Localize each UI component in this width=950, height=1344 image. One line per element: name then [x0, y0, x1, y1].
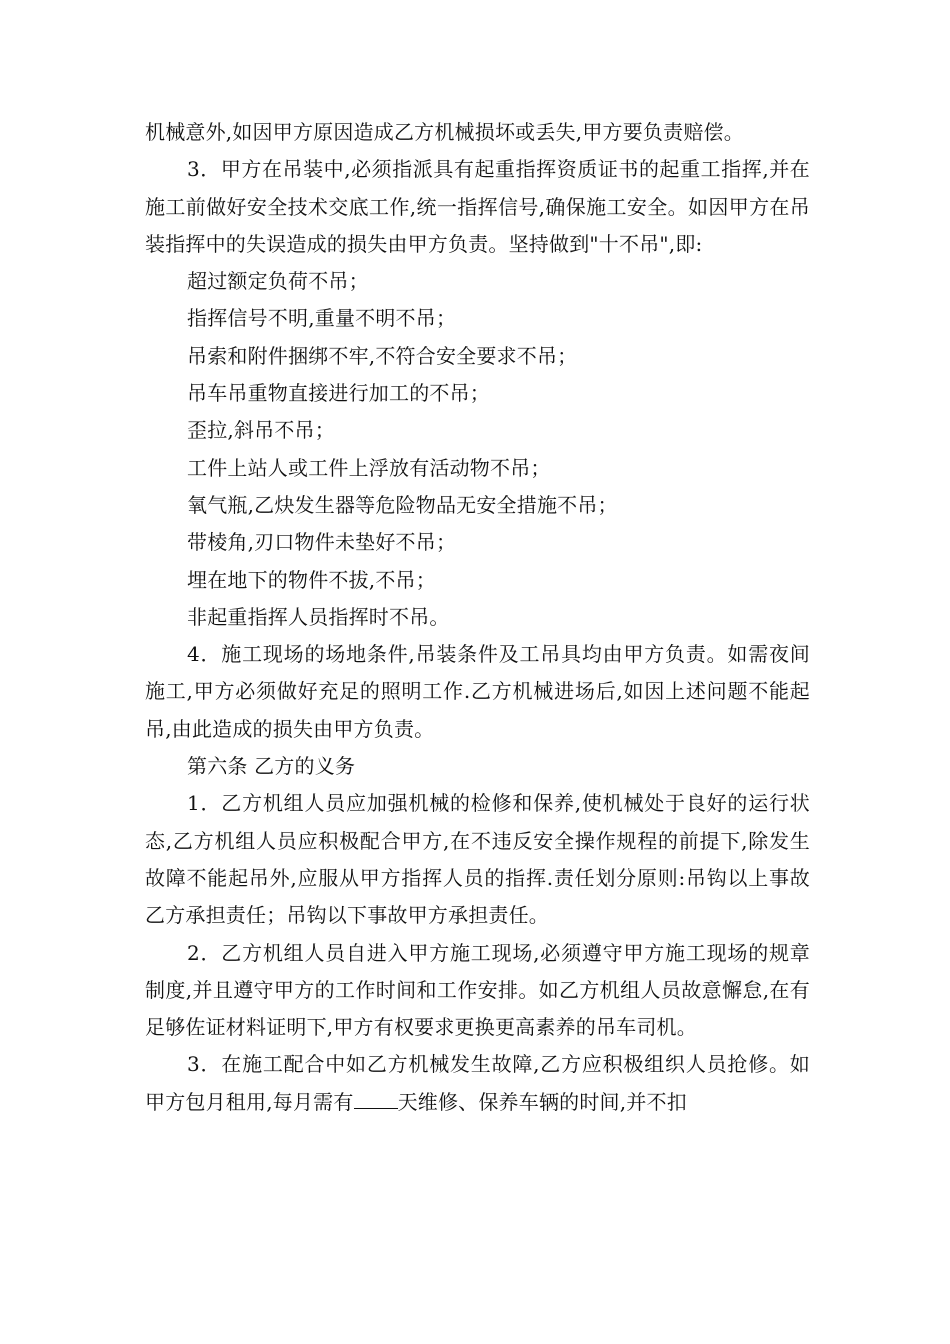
paragraph-continuation: 机械意外,如因甲方原因造成乙方机械损坏或丢失,甲方要负责赔偿。: [145, 120, 744, 144]
ten-no-lift-list: [145, 263, 810, 636]
list-item: 指挥信号不明,重量不明不吊；: [187, 306, 457, 331]
list-item: 非起重指挥人员指挥时不吊。: [187, 604, 450, 629]
fill-in-blank: [354, 1090, 398, 1109]
list-item: 埋在地下的物件不拔,不吊；: [187, 567, 436, 592]
list-item: 吊索和附件捆绑不牢,不符合安全要求不吊；: [187, 343, 578, 368]
paragraph-clause-3: 3．甲方在吊装中,必须指派具有起重指挥资质证书的起重工指挥,并在施工前做好安全技术交底工作,统一指挥信号,确保施工安全。如因甲方在吊装指挥中的失误造成的损失由甲方负责。坚持做到"十不吊",即:: [145, 157, 810, 256]
paragraph-text-after-blank: 天维修、保养车辆的时间,并不扣: [397, 1089, 687, 1114]
paragraph-obligation-3: [145, 1046, 810, 1121]
paragraph-text-before-blank: 3．在施工配合中如乙方机械发生故障,乙方应积极组织人员抢修。如甲方包月租用,每月需有: [145, 1052, 810, 1114]
document-body: [145, 114, 810, 1121]
list-item: 歪拉,斜吊不吊；: [187, 418, 335, 443]
list-item: 氧气瓶,乙炔发生器等危险物品无安全措施不吊；: [187, 492, 618, 517]
list-item: 工件上站人或工件上浮放有活动物不吊；: [187, 455, 551, 480]
paragraph-obligation-1: 1．乙方机组人员应加强机械的检修和保养,使机械处于良好的运行状态,乙方机组人员应积极配合甲方,在不违反安全操作规程的前提下,除发生故障不能起吊外,应服从甲方指挥人员的指挥.责任划分原则:吊钩以上事故乙方承担责任；吊钩以下事故甲方承担责任。: [145, 791, 810, 928]
section-heading: 第六条 乙方的义务: [187, 754, 356, 779]
list-item: 吊车吊重物直接进行加工的不吊；: [187, 381, 490, 406]
list-item: 超过额定负荷不吊；: [187, 269, 369, 294]
paragraph-obligation-2: 2．乙方机组人员自进入甲方施工现场,必须遵守甲方施工现场的规章制度,并且遵守甲方的工作时间和工作安排。如乙方机组人员故意懈怠,在有足够佐证材料证明下,甲方有权要求更换更高素养的吊车司机。: [145, 940, 810, 1040]
paragraph-clause-4: 4．施工现场的场地条件,吊装条件及工吊具均由甲方负责。如需夜间施工,甲方必须做好充足的照明工作.乙方机械进场后,如因上述问题不能起吊,由此造成的损失由甲方负责。: [145, 642, 810, 741]
list-item: 带棱角,刃口物件未垫好不吊；: [187, 530, 457, 555]
